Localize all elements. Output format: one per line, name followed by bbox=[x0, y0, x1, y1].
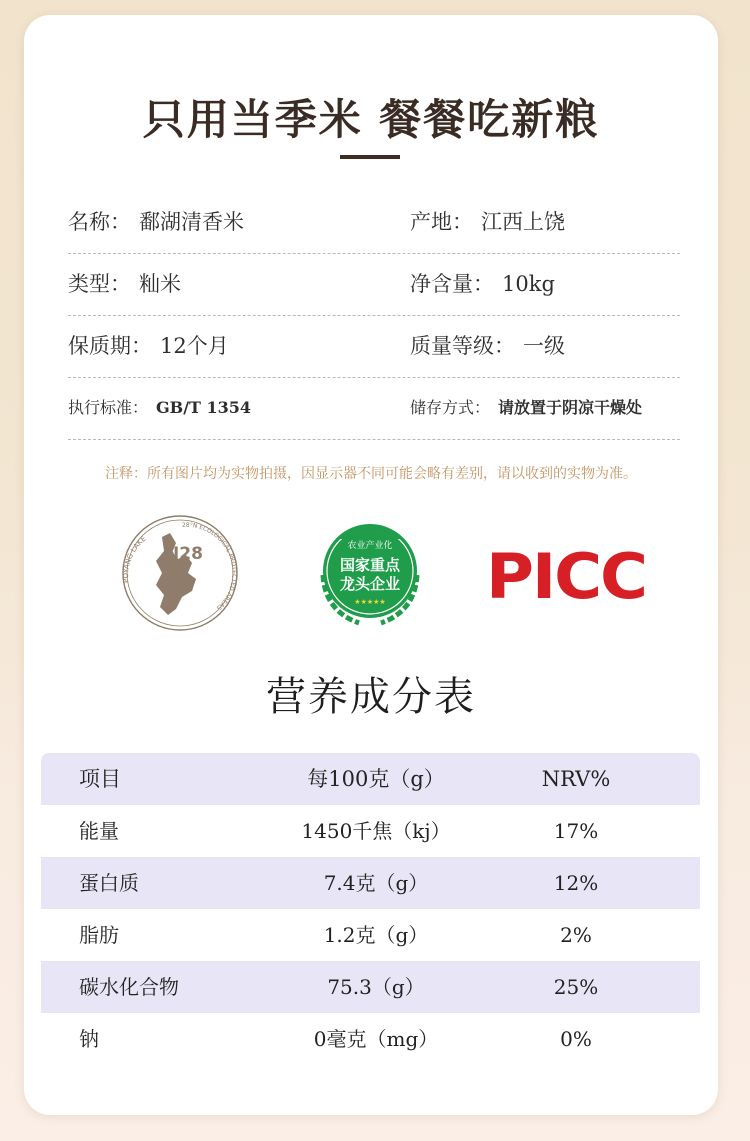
info-label: 净含量： bbox=[410, 272, 494, 296]
info-value: GB/T 1354 bbox=[156, 398, 252, 417]
info-label: 储存方式： bbox=[410, 398, 491, 417]
dragon-logo-line2: 龙头企业 bbox=[339, 575, 401, 593]
title-divider bbox=[340, 155, 400, 159]
info-value: 10kg bbox=[502, 272, 555, 296]
nutrient-nrv: 2% bbox=[560, 923, 592, 947]
nutrient-amount: 0毫克（mg） bbox=[313, 1027, 439, 1051]
nutrient-nrv: 17% bbox=[553, 819, 599, 843]
nutrient-amount: 75.3（g） bbox=[327, 975, 425, 999]
nutrient-name: 碳水化合物 bbox=[79, 975, 179, 999]
info-cell-origin bbox=[410, 191, 565, 253]
info-cell-shelf-life bbox=[68, 315, 229, 377]
table-row bbox=[41, 1013, 700, 1065]
info-label: 执行标准： bbox=[68, 398, 149, 417]
dragon-logo-stars: ★★★★★ bbox=[354, 598, 386, 606]
info-value: 一级 bbox=[523, 334, 565, 358]
info-cell-net-weight bbox=[410, 253, 555, 315]
info-value: 籼米 bbox=[139, 272, 181, 296]
nutrient-nrv: 12% bbox=[553, 871, 599, 895]
picc-logo-text: PICC bbox=[486, 542, 646, 604]
nutrient-amount: 7.4克（g） bbox=[323, 871, 429, 895]
dragon-logo-top-text: 农业产业化 bbox=[347, 541, 393, 551]
info-value: 12个月 bbox=[160, 334, 229, 358]
info-label: 产地： bbox=[410, 210, 473, 234]
info-row-name-origin bbox=[68, 191, 680, 254]
nutrient-amount: 1450千焦（kj） bbox=[301, 819, 451, 843]
nutrient-name: 蛋白质 bbox=[79, 871, 139, 895]
picc-logo bbox=[486, 542, 650, 604]
nutrition-title: 营养成分表 bbox=[266, 674, 476, 720]
dragon-logo-line1: 国家重点 bbox=[339, 556, 401, 574]
info-cell-storage bbox=[410, 377, 642, 439]
info-label: 质量等级： bbox=[410, 334, 515, 358]
poyang-arc-right: 28°N ECOLOGICAL PROTECTED AREAS bbox=[181, 521, 238, 612]
info-cell-standard bbox=[68, 377, 251, 439]
info-cell-grade bbox=[410, 315, 565, 377]
leading-enterprise-logo bbox=[309, 511, 431, 633]
info-row-shelf-grade bbox=[68, 315, 680, 378]
nutrient-name: 脂肪 bbox=[79, 923, 119, 947]
info-value: 鄱湖清香米 bbox=[139, 210, 244, 234]
disclaimer-note: 注释：所有图片均为实物拍摄，因显示器不同可能会略有差别，请以收到的实物为准。 bbox=[105, 466, 637, 482]
headline: 只用当季米 餐餐吃新粮 bbox=[142, 95, 600, 144]
svg-text:POYANG LAKE bbox=[122, 535, 147, 583]
header-nrv: NRV% bbox=[541, 767, 611, 791]
info-cell-name bbox=[68, 191, 244, 253]
info-label: 名称： bbox=[68, 210, 131, 234]
nutrient-amount: 1.2克（g） bbox=[323, 923, 429, 947]
table-row bbox=[41, 857, 700, 909]
info-label: 保质期： bbox=[68, 334, 152, 358]
poyang-lake-logo bbox=[120, 513, 240, 633]
info-label: 类型： bbox=[68, 272, 131, 296]
nutrient-name: 钠 bbox=[79, 1027, 99, 1051]
header-item: 项目 bbox=[79, 767, 121, 791]
info-row-standard-storage bbox=[68, 377, 680, 440]
poyang-logo-text: N28 bbox=[165, 544, 203, 564]
nutrition-header-row bbox=[41, 753, 700, 805]
info-value: 江西上饶 bbox=[481, 210, 565, 234]
table-row bbox=[41, 805, 700, 857]
nutrition-table bbox=[41, 753, 700, 1065]
nutrient-nrv: 25% bbox=[553, 975, 599, 999]
nutrient-nrv: 0% bbox=[560, 1027, 592, 1051]
table-row bbox=[41, 961, 700, 1013]
info-cell-type bbox=[68, 253, 181, 315]
nutrient-name: 能量 bbox=[79, 819, 119, 843]
info-value: 请放置于阴凉干燥处 bbox=[498, 398, 643, 417]
table-row bbox=[41, 909, 700, 961]
product-info-card bbox=[24, 15, 718, 1115]
poyang-arc-left: POYANG LAKE bbox=[122, 534, 148, 584]
header-per100: 每100克（g） bbox=[307, 767, 445, 791]
info-row-type-weight bbox=[68, 253, 680, 316]
